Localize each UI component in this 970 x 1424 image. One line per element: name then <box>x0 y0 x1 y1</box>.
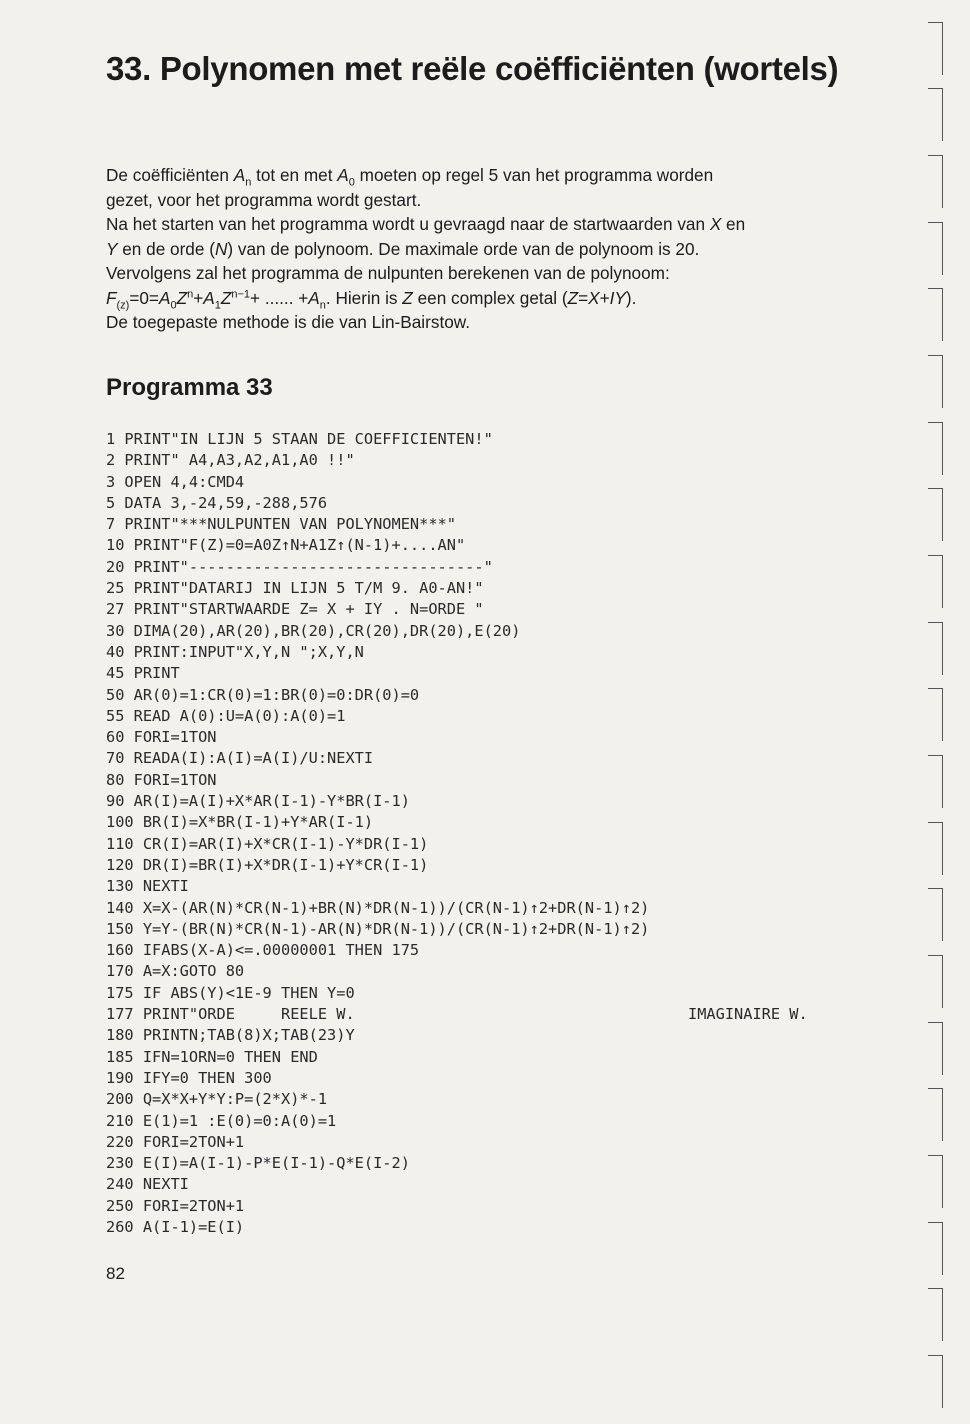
program-line-text: 5 DATA 3,-24,59,-288,576 <box>106 493 328 512</box>
program-line <box>106 1025 866 1046</box>
program-line-text: 180 PRINTN;TAB(8)X;TAB(23)Y <box>106 1026 355 1045</box>
program-line-text: 140 X=X-(AR(N)*CR(N-1)+BR(N)*DR(N-1))/(CR(N-1)↑2+DR(N-1)↑2) <box>106 898 650 917</box>
program-line <box>106 1196 866 1217</box>
program-line <box>106 472 866 493</box>
program-line-text: 55 READ A(0):U=A(0):A(0)=1 <box>106 706 346 725</box>
program-line <box>106 642 866 663</box>
program-line <box>106 1047 866 1068</box>
program-line <box>106 450 866 471</box>
program-line <box>106 898 866 919</box>
program-line-text: 200 Q=X*X+Y*Y:P=(2*X)*-1 <box>106 1090 328 1109</box>
index-tab <box>928 288 943 341</box>
program-line-text: 100 BR(I)=X*BR(I-1)+Y*AR(I-1) <box>106 813 374 832</box>
page-edge-tabs <box>928 0 968 1424</box>
program-listing <box>106 429 866 1238</box>
index-tab <box>928 155 943 208</box>
intro-line-4: Y en de orde (N) van de polynoom. De maximale orde van de polynoom is 20. <box>106 238 700 259</box>
program-line <box>106 535 866 556</box>
index-tab <box>928 1088 943 1141</box>
index-tab <box>928 555 943 608</box>
program-line-text: 175 IF ABS(Y)<1E-9 THEN Y=0 <box>106 983 355 1002</box>
program-line-text: 2 PRINT" A4,A3,A2,A1,A0 !!" <box>106 451 355 470</box>
page-number: 82 <box>106 1264 125 1283</box>
program-line <box>106 983 866 1004</box>
program-line <box>106 706 866 727</box>
program-line-text: 177 PRINT"ORDE REELE W. <box>106 1005 355 1024</box>
program-line-text: 240 NEXTI <box>106 1175 189 1194</box>
program-line-text: 250 FORI=2TON+1 <box>106 1196 245 1215</box>
program-line-text: 170 A=X:GOTO 80 <box>106 962 245 981</box>
program-line <box>106 812 866 833</box>
program-line <box>106 557 866 578</box>
program-line-text: 7 PRINT"***NULPUNTEN VAN POLYNOMEN***" <box>106 515 456 534</box>
program-line-text: 190 IFY=0 THEN 300 <box>106 1068 272 1087</box>
program-line <box>106 940 866 961</box>
program-line <box>106 599 866 620</box>
program-line-text: 185 IFN=1ORN=0 THEN END <box>106 1047 318 1066</box>
program-line-text: 160 IFABS(X-A)<=.00000001 THEN 175 <box>106 941 420 960</box>
index-tab <box>928 1022 943 1075</box>
program-line <box>106 834 866 855</box>
index-tab <box>928 22 943 75</box>
program-line-text: 70 READA(I):A(I)=A(I)/U:NEXTI <box>106 749 374 768</box>
program-line-continuation: IMAGINAIRE W. <box>688 1005 808 1024</box>
program-line <box>106 685 866 706</box>
index-tab <box>928 955 943 1008</box>
program-line <box>106 855 866 876</box>
program-line-text: 10 PRINT"F(Z)=0=A0Z↑N+A1Z↑(N-1)+....AN" <box>106 536 466 555</box>
program-line-text: 210 E(1)=1 :E(0)=0:A(0)=1 <box>106 1111 337 1130</box>
program-line <box>106 621 866 642</box>
program-line-text: 27 PRINT"STARTWAARDE Z= X + IY . N=ORDE " <box>106 600 484 619</box>
index-tab <box>928 355 943 408</box>
intro-line-3: Na het starten van het programma wordt u gevraagd naar de startwaarden van X en <box>106 214 746 234</box>
program-line-text: 90 AR(I)=A(I)+X*AR(I-1)-Y*BR(I-1) <box>106 792 410 811</box>
index-tab <box>928 1222 943 1275</box>
index-tab <box>928 488 943 541</box>
program-line-text: 40 PRINT:INPUT"X,Y,N ";X,Y,N <box>106 642 364 661</box>
program-line <box>106 429 866 450</box>
index-tab <box>928 822 943 875</box>
index-tab <box>928 1155 943 1208</box>
program-line <box>106 961 866 982</box>
program-line-text: 50 AR(0)=1:CR(0)=1:BR(0)=0:DR(0)=0 <box>106 685 420 704</box>
program-line-text: 150 Y=Y-(BR(N)*CR(N-1)-AR(N)*DR(N-1))/(CR(N-1)↑2+DR(N-1)↑2) <box>106 919 650 938</box>
program-line-text: 25 PRINT"DATARIJ IN LIJN 5 T/M 9. A0-AN!" <box>106 579 484 598</box>
program-line-text: 30 DIMA(20),AR(20),BR(20),CR(20),DR(20),E(20) <box>106 621 521 640</box>
program-line-text: 260 A(I-1)=E(I) <box>106 1217 245 1236</box>
program-line <box>106 1153 866 1174</box>
intro-formula-line: $F_{(z)}=0=A_0Z^n+A_1Z^{n-1}+$ ...... $+A_n$. Hierin is Z een complex getal (Z=X+IY). <box>106 287 637 311</box>
intro-text <box>106 163 866 335</box>
program-line-text: 3 OPEN 4,4:CMD4 <box>106 472 245 491</box>
program-line-text: 220 FORI=2TON+1 <box>106 1132 245 1151</box>
program-line <box>106 514 866 535</box>
index-tab <box>928 1288 943 1341</box>
program-line <box>106 791 866 812</box>
program-line <box>106 578 866 599</box>
program-line <box>106 770 866 791</box>
index-tab <box>928 622 943 675</box>
program-line-text: 110 CR(I)=AR(I)+X*CR(I-1)-Y*DR(I-1) <box>106 834 429 853</box>
program-line <box>106 1089 866 1110</box>
program-line-text: 80 FORI=1TON <box>106 770 217 789</box>
program-line <box>106 876 866 897</box>
program-line <box>106 727 866 748</box>
intro-line-5: Vervolgens zal het programma de nulpunten berekenen van de polynoom: <box>106 263 670 283</box>
program-line-text: 130 NEXTI <box>106 877 189 896</box>
program-line <box>106 748 866 769</box>
program-line <box>106 1068 866 1089</box>
program-line-text: 1 PRINT"IN LIJN 5 STAAN DE COEFFICIENTEN!" <box>106 430 493 448</box>
program-line-text: 60 FORI=1TON <box>106 728 217 747</box>
program-line <box>106 1004 866 1025</box>
index-tab <box>928 422 943 475</box>
intro-line-1: De coëfficiënten $A_n$ tot en met $A_0$ moeten op regel 5 van het programma worden <box>106 165 714 189</box>
index-tab <box>928 88 943 141</box>
index-tab <box>928 888 943 941</box>
intro-line-7: De toegepaste methode is die van Lin-Bairstow. <box>106 312 471 332</box>
page-title: 33. Polynomen met reële coëfficiënten (wortels) <box>106 50 839 87</box>
program-line <box>106 1111 866 1132</box>
program-line <box>106 493 866 514</box>
program-line <box>106 1217 866 1238</box>
program-line-text: 230 E(I)=A(I-1)-P*E(I-1)-Q*E(I-2) <box>106 1154 410 1173</box>
program-line <box>106 1132 866 1153</box>
program-line <box>106 919 866 940</box>
section-title: Programma 33 <box>106 374 273 401</box>
program-line-text: 120 DR(I)=BR(I)+X*DR(I-1)+Y*CR(I-1) <box>106 855 429 874</box>
program-line <box>106 663 866 684</box>
program-line-text: 45 PRINT <box>106 664 180 683</box>
program-line-text: 20 PRINT"--------------------------------" <box>106 557 493 576</box>
index-tab <box>928 222 943 275</box>
index-tab <box>928 1355 943 1408</box>
index-tab <box>928 755 943 808</box>
program-line <box>106 1174 866 1195</box>
intro-line-2: gezet, voor het programma wordt gestart. <box>106 189 422 210</box>
index-tab <box>928 688 943 741</box>
